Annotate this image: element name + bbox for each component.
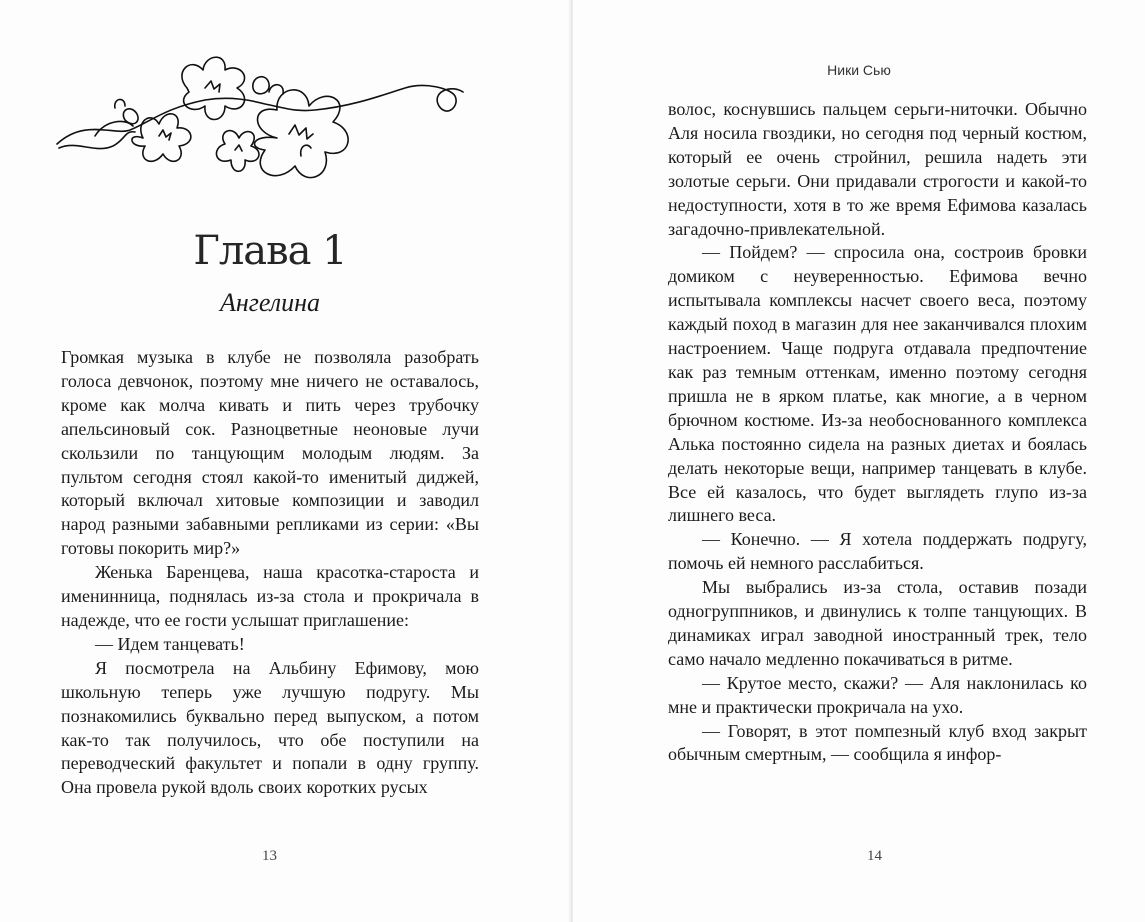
paragraph: — Конечно. — Я хотела поддержать подругу, помочь ей немного расслабиться. — [668, 529, 1087, 574]
left-page-body — [61, 346, 479, 800]
paragraph: — Пойдем? — спросила она, состроив бровки домиком с неуверенностью. Ефимова вечно испытывала комплексы насчет своего веса, поэтому каждый поход в магазин для нее заканчивался плохим настроением. Чаще подруга отдавала предпочтение как раз темным оттенкам, именно поэтому сегодня пришла не в ярком платье, как многие, а в черном брючном костюме. Из-за необоснованного комплекса Алька постоянно сидела на разных диетах и боялась делать некоторые вещи, например танцевать в клубе. Все ей казалось, что будет выглядеть глупо из-за лишнего веса. — [668, 242, 1087, 526]
paragraph: волос, коснувшись пальцем серьги-ниточки. Обычно Аля носила гвоздики, но сегодня под черный костюм, который ее очень стройнил, решила надеть эти золотые серьги. Они придавали строгости и какой-то недоступности, хотя в то же время Ефимова казалась загадочно-привлекательной. — [668, 99, 1087, 239]
page-number-right: 14 — [867, 848, 882, 864]
running-header: Ники Сью — [827, 62, 891, 78]
right-page-body — [668, 98, 1087, 767]
chapter-subtitle: Ангелина — [219, 288, 321, 317]
paragraph: — Говорят, в этот помпезный клуб вход закрыт обычным смертным, — сообщила я инфор- — [668, 720, 1087, 765]
page-number-left: 13 — [262, 848, 277, 864]
paragraph: — Идем танцевать! — [95, 633, 245, 654]
left-page — [0, 0, 571, 922]
paragraph: Мы выбрались из-за стола, оставив позади одногруппников, и двинулись к толпе танцующих. В динамиках играл заводной иностранный трек, тело само начало медленно покачиваться в ритме. — [668, 577, 1087, 669]
paragraph: Женька Баренцева, наша красотка-староста и именинница, поднялась из-за стола и прокричала в надежде, что ее гости услышат приглашение: — [61, 562, 479, 630]
chapter-title: Глава 1 — [193, 228, 347, 274]
flower-ornament-icon — [55, 48, 475, 218]
paragraph: Громкая музыка в клубе не позволяла разобрать голоса девчонок, поэтому мне ничего не оставалось, кроме как молча кивать и пить через трубочку апельсиновый сок. Разноцветные неоновые лучи скользили по танцующим молодым людям. За пультом сегодня стоял какой-то именитый диджей, который включал хитовые композиции и заводил народ разными забавными репликами из серии: «Вы готовы покорить мир?» — [61, 347, 479, 559]
paragraph: Я посмотрела на Альбину Ефимову, мою школьную теперь уже лучшую подругу. Мы познакомились буквально перед выпуском, а потом как-то так получилось, что обе поступили на переводческий факультет и попали в одну группу. Она провела рукой вдоль своих коротких русых — [61, 657, 479, 798]
paragraph: — Крутое место, скажи? — Аля наклонилась ко мне и практически прокричала на ухо. — [668, 672, 1087, 717]
